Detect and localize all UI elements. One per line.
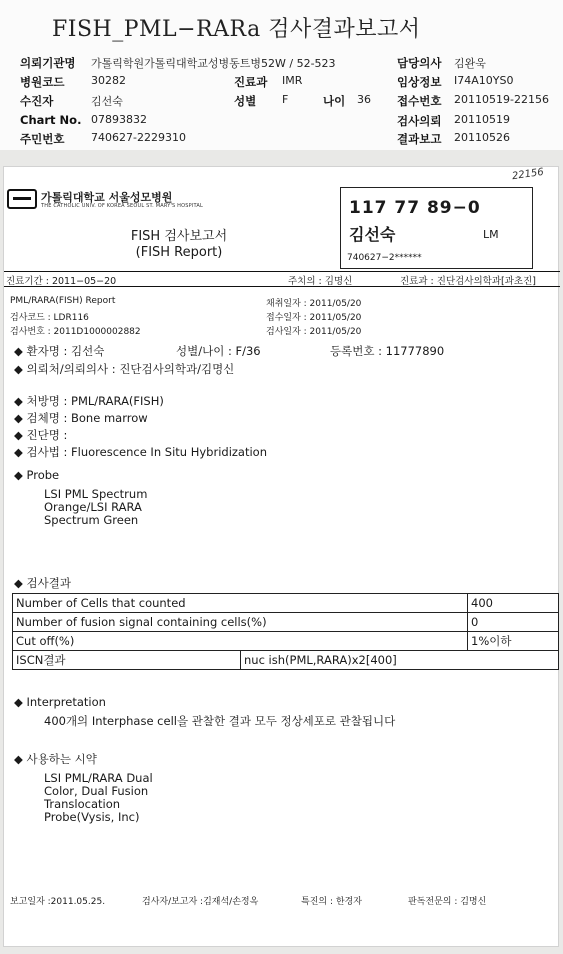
value-clinical-info: I74A10YS0 — [454, 74, 514, 87]
result-value: 1%이하 — [468, 632, 559, 651]
label-test-request: 검사의뢰 — [397, 114, 442, 128]
result-value: 0 — [468, 613, 559, 632]
value-hospital-code: 30282 — [91, 74, 126, 87]
hospital-logo-icon — [7, 189, 37, 209]
label-hospital-code: 병원코드 — [20, 75, 65, 89]
result-label: Number of fusion signal containing cells(%) — [13, 613, 468, 632]
table-row — [13, 613, 559, 632]
interpretation-text: 400개의 Interphase cell을 관찰한 결과 모두 정상세포로 관찰됩니다 — [44, 714, 396, 728]
value-receipt-number: 20110519-22156 — [454, 93, 549, 106]
test-code: 검사코드 : LDR116 — [10, 313, 89, 323]
collect-date: 채취일자 : 2011/05/20 — [266, 299, 362, 309]
value-test-request: 20110519 — [454, 113, 510, 126]
value-sex: F — [282, 93, 289, 106]
label-receipt-number: 접수번호 — [397, 94, 442, 108]
summary-panel — [0, 0, 563, 150]
interpretation-heading: ◆ Interpretation — [14, 695, 106, 709]
label-clinical-info: 임상정보 — [397, 75, 442, 89]
patient-label-box — [340, 187, 533, 269]
probe-heading: ◆ Probe — [14, 468, 60, 482]
label-age: 나이 — [323, 94, 346, 108]
value-requesting-institution: 가톨릭학원가톨릭대학교성병동트병52W / 52-523 — [91, 57, 336, 70]
reading-specialist: 판독전문의 : 김명신 — [408, 897, 487, 907]
label-requesting-institution: 의뢰기관명 — [20, 56, 76, 70]
label-resident-number: 주민번호 — [20, 132, 65, 146]
value-chart-number: 07893832 — [91, 113, 147, 126]
probe-line: Orange/LSI RARA — [44, 500, 142, 514]
result-label: Number of Cells that counted — [13, 594, 468, 613]
value-patient: 김선숙 — [91, 95, 123, 108]
reagent-line: Color, Dual Fusion — [44, 784, 149, 798]
reagent-line: LSI PML/RARA Dual — [44, 771, 153, 785]
label-result-report: 결과보고 — [397, 132, 442, 146]
receive-date: 접수일자 : 2011/05/20 — [266, 313, 362, 323]
iscn-label: ISCN결과 — [13, 651, 241, 670]
method-line: ◆ 검사법 : Fluorescence In Situ Hybridization — [14, 445, 267, 459]
hospital-name-english: THE CATHOLIC UNIV. OF KOREA SEOUL ST. MARY'S HOSPITAL — [41, 203, 204, 209]
results-heading: ◆ 검사결과 — [14, 576, 71, 590]
report-title — [104, 229, 254, 261]
visit-department: 진료과 : 진단검사의학과[과초진] — [400, 276, 536, 287]
specialist: 특진의 : 한경자 — [301, 897, 362, 907]
exam-date: 검사일자 : 2011/05/20 — [266, 327, 362, 337]
table-row — [13, 594, 559, 613]
result-value: 400 — [468, 594, 559, 613]
reagent-line: Translocation — [44, 797, 121, 811]
label-attending-doctor: 담당의사 — [397, 56, 442, 70]
label-patient: 수진자 — [20, 94, 54, 108]
value-department: IMR — [282, 74, 303, 87]
iscn-value: nuc ish(PML,RARA)x2[400] — [241, 651, 559, 670]
results-table — [12, 593, 559, 670]
primary-doctor: 주치의 : 김명신 — [288, 276, 353, 287]
reagent-line: Probe(Vysis, Inc) — [44, 810, 140, 824]
label-department: 진료과 — [234, 75, 268, 89]
value-attending-doctor: 김완욱 — [454, 57, 486, 70]
examiner: 검사자/보고자 :김재석/손정옥 — [142, 897, 259, 907]
probe-line: LSI PML Spectrum — [44, 487, 148, 501]
diagnosis-line: ◆ 진단명 : — [14, 428, 68, 442]
registration-number-line: 등록번호 : 11777890 — [330, 344, 445, 358]
probe-line: Spectrum Green — [44, 513, 139, 527]
patient-code: LM — [483, 228, 499, 241]
value-result-report: 20110526 — [454, 131, 510, 144]
label-sex: 성별 — [234, 94, 257, 108]
label-chart-number: Chart No. — [20, 113, 82, 127]
test-name: PML/RARA(FISH) Report — [10, 296, 116, 306]
sex-age-line: 성별/나이 : F/36 — [176, 344, 261, 358]
table-row — [13, 651, 559, 670]
report-title-korean: FISH 검사보고서 — [130, 229, 228, 244]
hospital-name: 가톨릭대학교 서울성모병원 — [41, 191, 173, 204]
prescription-line: ◆ 처방명 : PML/RARA(FISH) — [14, 394, 164, 408]
scanned-report — [3, 166, 559, 947]
summary-title: FISH_PML−RARa 검사결과보고서 — [52, 17, 421, 42]
value-age: 36 — [357, 93, 371, 106]
visit-band — [4, 271, 560, 287]
patient-rrn: 740627−2****** — [347, 253, 422, 263]
visit-period: 진료기간 : 2011−05−20 — [6, 276, 117, 287]
reagent-heading: ◆ 사용하는 시약 — [14, 752, 97, 766]
table-row — [13, 632, 559, 651]
patient-name-line: ◆ 환자명 : 김선숙 — [14, 344, 105, 358]
patient-name: 김선숙 — [349, 225, 396, 244]
patient-id: 117 77 89−0 — [349, 198, 481, 218]
report-date: 보고일자 :2011.05.25. — [10, 897, 106, 907]
requester-line: ◆ 의뢰처/의뢰의사 : 진단검사의학과/김명신 — [14, 362, 235, 376]
result-label: Cut off(%) — [13, 632, 468, 651]
report-title-english: (FISH Report) — [135, 245, 223, 260]
specimen-line: ◆ 검체명 : Bone marrow — [14, 411, 148, 425]
value-resident-number: 740627-2229310 — [91, 131, 186, 144]
handwritten-note: 22156 — [511, 166, 545, 183]
test-number: 검사번호 : 2011D1000002882 — [10, 327, 141, 337]
